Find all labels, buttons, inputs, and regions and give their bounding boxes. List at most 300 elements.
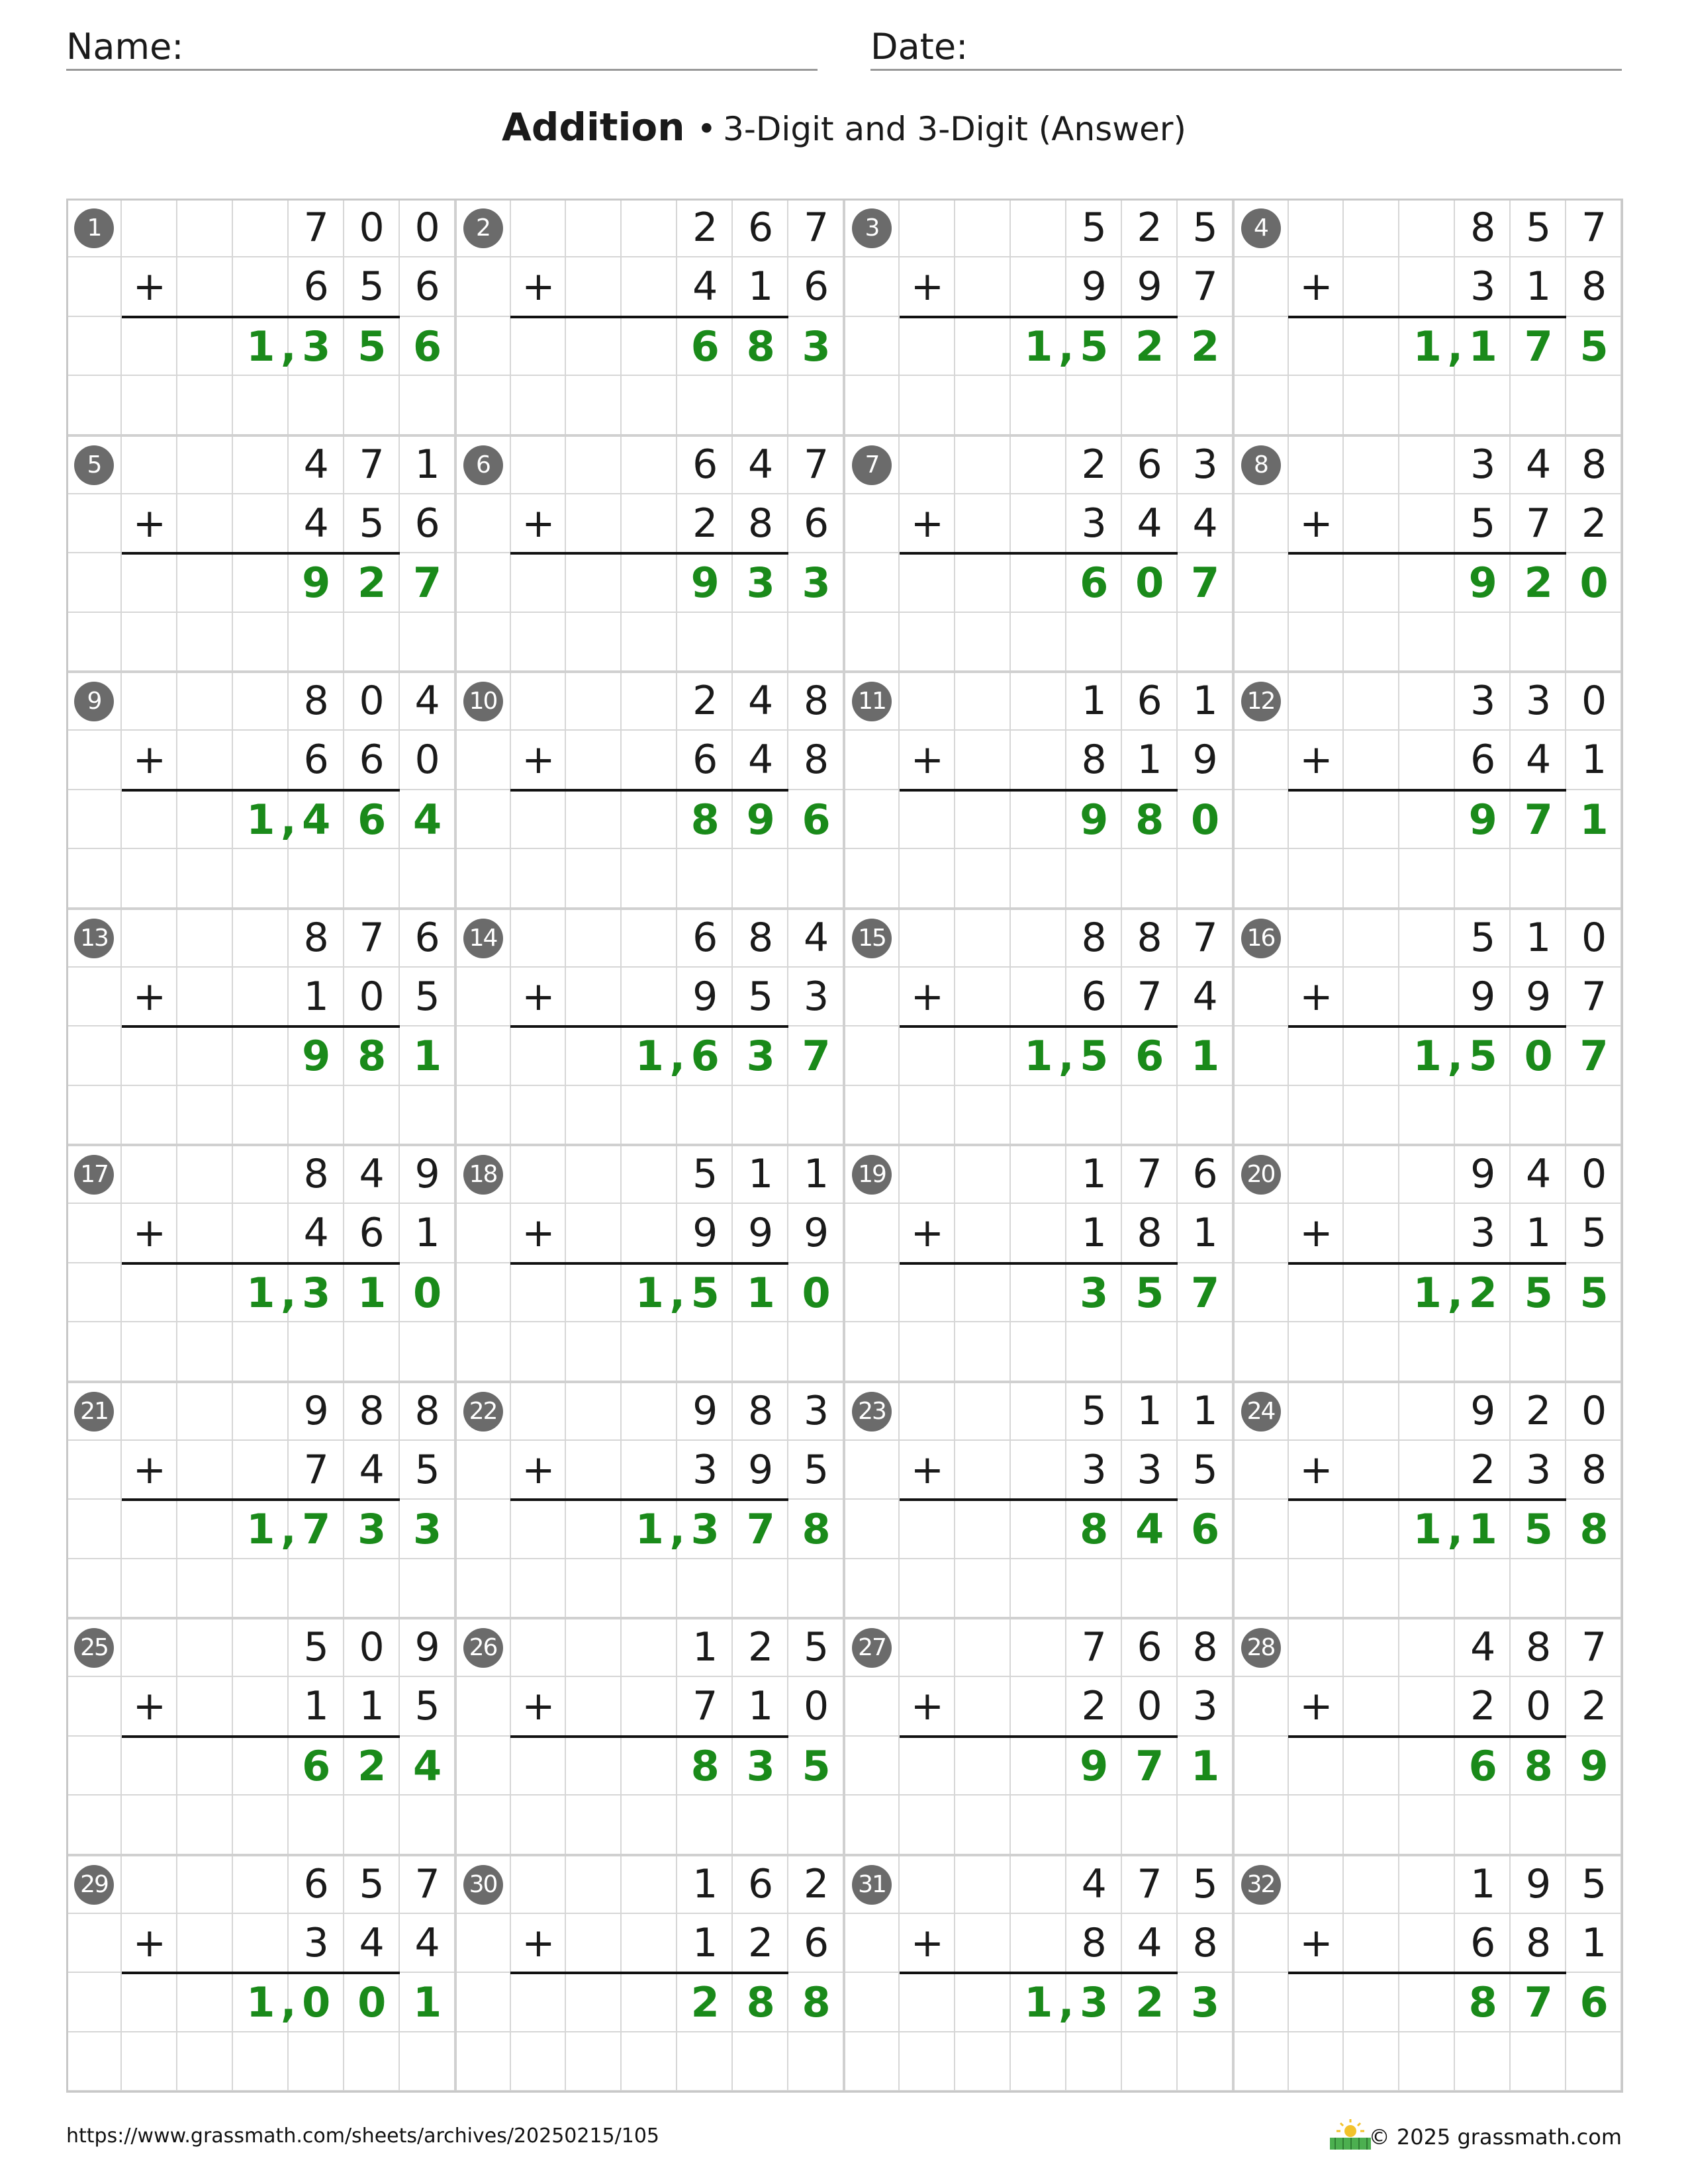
plus-sign: + xyxy=(522,500,555,547)
grid-cell xyxy=(510,199,566,257)
grid-cell xyxy=(1011,1737,1066,1796)
answer-digit: 3 xyxy=(1190,1978,1220,2027)
grid-cell xyxy=(900,199,955,257)
plus-sign: + xyxy=(1299,1683,1333,1730)
grid-cell xyxy=(455,731,511,790)
grid-cell xyxy=(122,1263,177,1322)
plus-sign: + xyxy=(132,500,167,547)
answer-digit: 9 xyxy=(1080,1741,1109,1790)
grid-cell xyxy=(1399,1737,1455,1796)
addend-digit: 2 xyxy=(692,678,718,724)
grid-cell xyxy=(622,1737,677,1796)
answer-digit: 0 xyxy=(802,1268,831,1317)
grid-cell xyxy=(66,2032,122,2091)
grid-cell xyxy=(177,1737,233,1796)
grass-sun-logo-icon xyxy=(1327,2118,1374,2151)
addend-digit: 7 xyxy=(1581,973,1607,1020)
plus-sign: + xyxy=(910,500,945,547)
grid-cell xyxy=(566,1914,622,1973)
grid-cell xyxy=(622,1145,677,1204)
addend-digit: 8 xyxy=(1581,441,1607,488)
addend-digit: 9 xyxy=(692,1387,718,1434)
grid-cell xyxy=(1288,672,1344,731)
grid-cell xyxy=(233,731,289,790)
grid-cell xyxy=(1288,613,1344,672)
addend-digit: 5 xyxy=(748,973,774,1020)
grid-cell xyxy=(1233,731,1289,790)
grid-cell xyxy=(455,1026,511,1085)
grid-cell xyxy=(233,1855,289,1914)
grid-cell xyxy=(510,1796,566,1854)
addend-digit: 8 xyxy=(1581,1446,1607,1493)
grid-cell xyxy=(900,909,955,968)
grid-cell xyxy=(844,376,900,435)
grid-cell xyxy=(122,1322,177,1381)
grid-cell xyxy=(177,1855,233,1914)
grid-cell xyxy=(900,2032,955,2091)
plus-sign: + xyxy=(522,973,555,1020)
grid-cell xyxy=(955,1145,1011,1204)
grid-cell xyxy=(566,494,622,553)
grid-cell xyxy=(455,1263,511,1322)
answer-digit: 3 xyxy=(746,559,775,608)
addend-digit: 1 xyxy=(1470,1860,1496,1907)
addend-digit: 6 xyxy=(303,263,329,310)
addend-digit: 5 xyxy=(1581,1210,1607,1257)
grid-cell xyxy=(788,376,844,435)
grid-cell xyxy=(122,2032,177,2091)
answer-digit: 3 xyxy=(802,322,831,371)
grid-cell xyxy=(1233,1086,1289,1145)
plus-sign: + xyxy=(1299,263,1333,310)
problem-number-badge: 4 xyxy=(1241,208,1281,248)
addend-digit: 6 xyxy=(1137,678,1162,724)
addend-digit: 6 xyxy=(692,737,718,784)
addend-digit: 8 xyxy=(1470,205,1496,251)
addend-digit: 9 xyxy=(1470,973,1496,1020)
answer-digit: 9 xyxy=(1579,1741,1609,1790)
worksheet-title xyxy=(0,105,1688,150)
grid-cell xyxy=(1288,553,1344,612)
addend-digit: 8 xyxy=(303,1151,329,1197)
addend-digit: 5 xyxy=(803,1624,829,1670)
addend-digit: 3 xyxy=(303,1919,329,1966)
grid-cell xyxy=(122,672,177,731)
grid-cell xyxy=(233,257,289,316)
answer-digit: 5 xyxy=(357,322,387,371)
addend-digit: 4 xyxy=(414,1919,440,1966)
grid-cell xyxy=(1233,2032,1289,2091)
grid-cell xyxy=(1122,1796,1178,1854)
date-label: Date: xyxy=(870,26,968,68)
grid-cell xyxy=(955,1441,1011,1500)
answer-digit: 0 xyxy=(1579,559,1609,608)
problem-number-badge: 25 xyxy=(74,1628,114,1668)
answer-digit: 2 xyxy=(1468,1268,1497,1317)
problem-number-badge: 6 xyxy=(463,445,503,485)
problem-number-badge: 17 xyxy=(74,1155,114,1195)
grid-cell xyxy=(177,1026,233,1085)
grid-cell xyxy=(677,2032,733,2091)
addend-digit: 1 xyxy=(1526,263,1552,310)
addend-digit: 4 xyxy=(1192,500,1218,547)
answer-digit: 5 xyxy=(1080,1032,1109,1081)
addend-digit: 8 xyxy=(414,1387,440,1434)
addend-digit: 4 xyxy=(303,441,329,488)
plus-sign: + xyxy=(1299,1446,1333,1493)
grid-cell xyxy=(622,2032,677,2091)
grid-cell xyxy=(900,1145,955,1204)
addend-digit: 1 xyxy=(1137,1387,1162,1434)
grid-cell xyxy=(1399,909,1455,968)
addend-digit: 0 xyxy=(359,205,385,251)
addend-digit: 1 xyxy=(692,1624,718,1670)
grid-cell xyxy=(955,968,1011,1026)
grid-cell xyxy=(1399,1796,1455,1854)
answer-digit: 1 xyxy=(1024,1032,1053,1081)
grid-cell xyxy=(1455,849,1511,908)
name-field[interactable] xyxy=(66,19,818,71)
addend-digit: 6 xyxy=(803,263,829,310)
answer-comma: , xyxy=(280,322,297,371)
grid-cell xyxy=(1566,2032,1622,2091)
name-label: Name: xyxy=(66,26,184,68)
grid-cell xyxy=(66,1559,122,1618)
answer-digit: 8 xyxy=(690,1741,720,1790)
footer-url[interactable]: https://www.grassmath.com/sheets/archives/20250215/105 xyxy=(66,2124,660,2148)
answer-comma: , xyxy=(669,1268,686,1317)
grid-cell xyxy=(344,1796,400,1854)
addend-digit: 9 xyxy=(1137,263,1162,310)
answer-digit: 6 xyxy=(802,795,831,844)
grid-cell xyxy=(1511,1796,1566,1854)
grid-cell xyxy=(844,1737,900,1796)
grid-cell xyxy=(455,1500,511,1559)
answer-digit: 1 xyxy=(1579,795,1609,844)
grid-cell xyxy=(566,376,622,435)
answer-digit: 5 xyxy=(1524,1505,1553,1554)
grid-cell xyxy=(900,672,955,731)
grid-cell xyxy=(1178,1322,1233,1381)
grid-cell xyxy=(733,849,788,908)
addend-digit: 4 xyxy=(303,500,329,547)
grid-cell xyxy=(400,1086,455,1145)
addend-digit: 7 xyxy=(803,205,829,251)
answer-digit: 7 xyxy=(802,1032,831,1081)
grid-cell xyxy=(177,1618,233,1677)
grid-cell xyxy=(566,1618,622,1677)
grid-cell xyxy=(510,1618,566,1677)
addend-digit: 9 xyxy=(1470,1387,1496,1434)
grid-cell xyxy=(1233,1204,1289,1263)
grid-cell xyxy=(566,435,622,494)
grid-cell xyxy=(1399,672,1455,731)
grid-cell xyxy=(233,613,289,672)
addend-digit: 4 xyxy=(803,914,829,961)
addend-digit: 1 xyxy=(692,1919,718,1966)
grid-cell xyxy=(455,1086,511,1145)
grid-cell xyxy=(510,1263,566,1322)
addend-digit: 8 xyxy=(1526,1624,1552,1670)
grid-cell xyxy=(1288,849,1344,908)
grid-cell xyxy=(1233,1500,1289,1559)
grid-cell xyxy=(733,376,788,435)
grid-cell xyxy=(233,1382,289,1441)
addend-digit: 0 xyxy=(1526,1683,1552,1730)
grid-cell xyxy=(955,1026,1011,1085)
grid-cell xyxy=(1288,790,1344,849)
answer-digit: 7 xyxy=(1579,1032,1609,1081)
grid-cell xyxy=(955,909,1011,968)
grid-cell xyxy=(1399,613,1455,672)
grid-cell xyxy=(622,435,677,494)
addend-digit: 0 xyxy=(359,973,385,1020)
problem-number-badge: 19 xyxy=(852,1155,892,1195)
grid-cell xyxy=(1399,1086,1455,1145)
answer-digit: 0 xyxy=(1524,1032,1553,1081)
addend-digit: 5 xyxy=(1192,205,1218,251)
grid-cell xyxy=(1399,553,1455,612)
problem-number-badge: 2 xyxy=(463,208,503,248)
grid-cell xyxy=(455,1322,511,1381)
grid-cell xyxy=(66,1322,122,1381)
grid-cell xyxy=(1344,1441,1399,1500)
grid-cell xyxy=(955,1618,1011,1677)
grid-cell xyxy=(566,790,622,849)
answer-digit: 1 xyxy=(635,1032,664,1081)
grid-cell xyxy=(955,1263,1011,1322)
grid-cell xyxy=(1344,494,1399,553)
addend-digit: 8 xyxy=(1192,1624,1218,1670)
answer-digit: 1 xyxy=(412,1032,442,1081)
grid-cell xyxy=(344,2032,400,2091)
grid-cell xyxy=(1233,1026,1289,1085)
grid-cell xyxy=(344,1086,400,1145)
grid-cell xyxy=(844,613,900,672)
addend-digit: 8 xyxy=(1081,737,1107,784)
grid-cell xyxy=(1066,2032,1122,2091)
grid-cell xyxy=(900,1855,955,1914)
grid-cell xyxy=(455,376,511,435)
grid-cell xyxy=(566,1500,622,1559)
addend-digit: 3 xyxy=(1526,678,1552,724)
grid-cell xyxy=(622,317,677,376)
addend-digit: 7 xyxy=(303,205,329,251)
grid-cell xyxy=(122,1855,177,1914)
addend-digit: 1 xyxy=(1526,914,1552,961)
answer-digit: 9 xyxy=(1468,795,1497,844)
grid-cell xyxy=(900,376,955,435)
grid-cell xyxy=(1566,1796,1622,1854)
addend-digit: 5 xyxy=(414,1683,440,1730)
grid-cell xyxy=(677,1086,733,1145)
grid-cell xyxy=(289,1086,344,1145)
grid-cell xyxy=(1288,1263,1344,1322)
grid-cell xyxy=(566,849,622,908)
addend-digit: 5 xyxy=(1081,205,1107,251)
grid-cell xyxy=(177,790,233,849)
plus-sign: + xyxy=(132,1210,167,1257)
addend-digit: 8 xyxy=(1081,914,1107,961)
grid-cell xyxy=(1344,672,1399,731)
addend-digit: 5 xyxy=(303,1624,329,1670)
grid-cell xyxy=(1511,376,1566,435)
grid-cell xyxy=(510,613,566,672)
grid-cell xyxy=(1566,849,1622,908)
addend-digit: 4 xyxy=(1192,973,1218,1020)
grid-cell xyxy=(233,2032,289,2091)
answer-digit: 3 xyxy=(302,1268,331,1317)
grid-cell xyxy=(622,199,677,257)
grid-cell xyxy=(1344,553,1399,612)
answer-digit: 6 xyxy=(690,322,720,371)
grid-cell xyxy=(955,1914,1011,1973)
grid-cell xyxy=(622,1086,677,1145)
grid-cell xyxy=(177,494,233,553)
grid-cell xyxy=(844,1559,900,1618)
grid-cell xyxy=(955,257,1011,316)
grid-cell xyxy=(1066,1322,1122,1381)
answer-digit: 2 xyxy=(357,559,387,608)
addend-digit: 2 xyxy=(1470,1683,1496,1730)
grid-cell xyxy=(566,613,622,672)
addend-digit: 4 xyxy=(1526,737,1552,784)
grid-cell xyxy=(677,613,733,672)
grid-cell xyxy=(955,613,1011,672)
grid-cell xyxy=(510,376,566,435)
plus-sign: + xyxy=(1299,1210,1333,1257)
plus-sign: + xyxy=(1299,500,1333,547)
answer-digit: 0 xyxy=(412,1268,442,1317)
grid-cell xyxy=(1399,1855,1455,1914)
grid-cell xyxy=(1288,1973,1344,2032)
grid-cell xyxy=(733,613,788,672)
answer-digit: 7 xyxy=(412,559,442,608)
addend-digit: 9 xyxy=(1526,973,1552,1020)
answer-digit: 8 xyxy=(357,1032,387,1081)
addend-digit: 5 xyxy=(1192,1860,1218,1907)
grid-cell xyxy=(1511,2032,1566,2091)
grid-cell xyxy=(1178,849,1233,908)
grid-cell xyxy=(66,1973,122,2032)
grid-cell xyxy=(1455,2032,1511,2091)
grid-cell xyxy=(788,849,844,908)
grid-cell xyxy=(510,1086,566,1145)
grid-cell xyxy=(233,1026,289,1085)
grid-cell xyxy=(1344,1500,1399,1559)
grid-cell xyxy=(400,849,455,908)
problem-number-badge: 24 xyxy=(1241,1392,1281,1432)
grid-cell xyxy=(233,968,289,1026)
addend-digit: 6 xyxy=(1137,441,1162,488)
addend-digit: 4 xyxy=(1137,500,1162,547)
grid-cell xyxy=(455,1204,511,1263)
grid-cell xyxy=(566,909,622,968)
grid-cell xyxy=(622,849,677,908)
grid-cell xyxy=(289,1322,344,1381)
title-sub: 3-Digit and 3-Digit (Answer) xyxy=(723,110,1186,148)
grid-cell xyxy=(1288,1618,1344,1677)
addend-digit: 4 xyxy=(1526,1151,1552,1197)
answer-digit: 7 xyxy=(1190,559,1220,608)
grid-cell xyxy=(677,1322,733,1381)
plus-sign: + xyxy=(522,1446,555,1493)
title-main: Addition xyxy=(502,105,685,150)
grid-cell xyxy=(177,731,233,790)
plus-sign: + xyxy=(910,1683,945,1730)
grid-cell xyxy=(1344,435,1399,494)
problem-grid xyxy=(66,199,1622,2091)
grid-cell xyxy=(122,435,177,494)
grid-cell xyxy=(677,1796,733,1854)
grid-cell xyxy=(122,1796,177,1854)
plus-sign: + xyxy=(132,1683,167,1730)
grid-cell xyxy=(233,1559,289,1618)
grid-cell xyxy=(1011,1145,1066,1204)
answer-digit: 1 xyxy=(1468,322,1497,371)
grid-cell xyxy=(844,1204,900,1263)
grid-cell xyxy=(566,1855,622,1914)
answer-digit: 1 xyxy=(246,322,275,371)
addend-digit: 7 xyxy=(1081,1624,1107,1670)
date-field[interactable] xyxy=(870,19,1622,71)
grid-cell xyxy=(1344,1559,1399,1618)
grid-cell xyxy=(177,376,233,435)
answer-digit: 6 xyxy=(357,795,387,844)
addend-digit: 5 xyxy=(1192,1446,1218,1493)
grid-cell xyxy=(566,1322,622,1381)
problem-number-badge: 18 xyxy=(463,1155,503,1195)
grid-cell xyxy=(177,1382,233,1441)
grid-cell xyxy=(510,1737,566,1796)
grid-cell xyxy=(1178,2032,1233,2091)
grid-cell xyxy=(900,1500,955,1559)
grid-cell xyxy=(1233,968,1289,1026)
grid-cell xyxy=(955,1855,1011,1914)
plus-sign: + xyxy=(910,737,945,784)
grid-cell xyxy=(566,1204,622,1263)
addend-digit: 0 xyxy=(359,1624,385,1670)
addend-digit: 2 xyxy=(1526,1387,1552,1434)
grid-cell xyxy=(510,1145,566,1204)
addend-digit: 3 xyxy=(803,1387,829,1434)
answer-digit: 1 xyxy=(635,1268,664,1317)
plus-sign: + xyxy=(522,1683,555,1730)
answer-digit: 0 xyxy=(357,1978,387,2027)
grid-cell xyxy=(1399,968,1455,1026)
grid-cell xyxy=(122,849,177,908)
grid-cell xyxy=(1511,1086,1566,1145)
grid-cell xyxy=(1399,790,1455,849)
grid-cell xyxy=(66,1441,122,1500)
addend-digit: 4 xyxy=(359,1446,385,1493)
answer-digit: 7 xyxy=(1190,1268,1220,1317)
grid-cell xyxy=(900,1322,955,1381)
grid-cell xyxy=(733,1086,788,1145)
answer-comma: , xyxy=(1447,1505,1464,1554)
grid-cell xyxy=(955,199,1011,257)
addend-digit: 4 xyxy=(414,678,440,724)
answer-comma: , xyxy=(280,1505,297,1554)
grid-cell xyxy=(400,1796,455,1854)
grid-cell xyxy=(1011,2032,1066,2091)
answer-digit: 7 xyxy=(1135,1741,1164,1790)
grid-cell xyxy=(1233,1973,1289,2032)
grid-cell xyxy=(1399,1382,1455,1441)
addend-digit: 8 xyxy=(303,914,329,961)
addend-digit: 1 xyxy=(303,1683,329,1730)
grid-cell xyxy=(233,1322,289,1381)
